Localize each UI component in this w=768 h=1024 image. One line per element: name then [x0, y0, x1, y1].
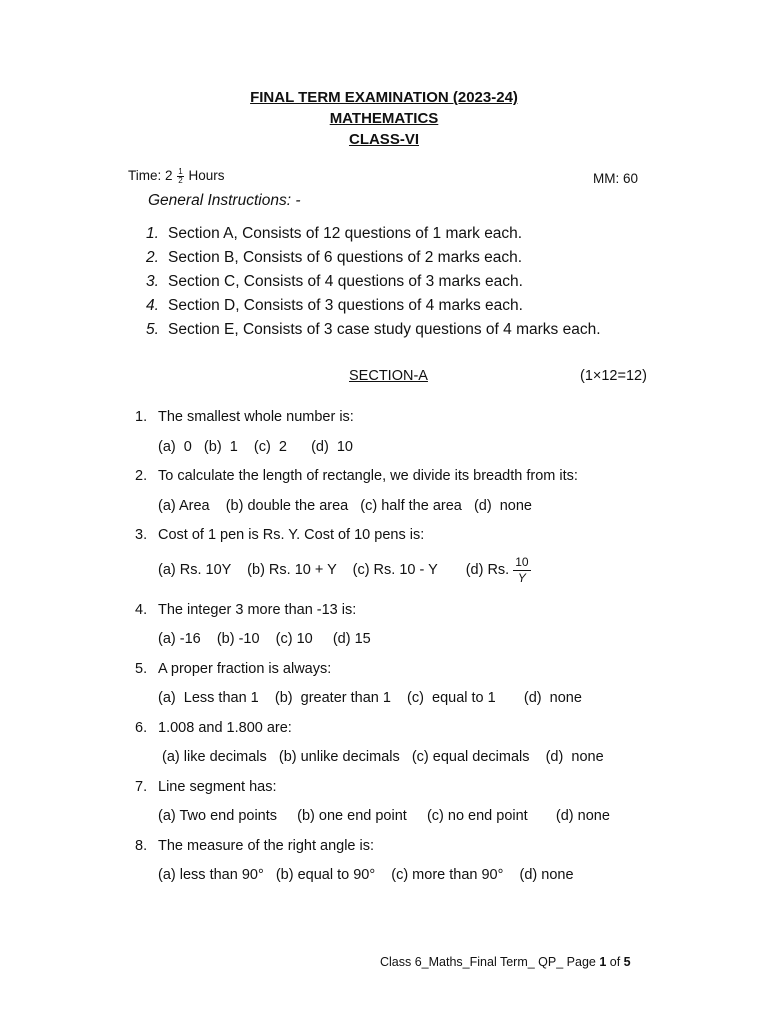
instruction-number: 1.: [146, 225, 159, 242]
question: [135, 468, 578, 484]
time-line: [128, 168, 225, 185]
question-text: To calculate the length of rectangle, we divide its breadth from its:: [158, 468, 578, 484]
frac-num: 10: [515, 555, 529, 569]
question-text: The smallest whole number is:: [158, 409, 354, 425]
question: [135, 602, 356, 618]
instruction-text: Section D, Consists of 3 questions of 4 marks each.: [168, 297, 523, 314]
time-fraction: [177, 168, 183, 185]
question-options: (a) Area (b) double the area (c) half the area (d) none: [158, 498, 532, 514]
question: [135, 409, 354, 425]
options-text: (a) Rs. 10Y (b) Rs. 10 + Y (c) Rs. 10 - Y (d) Rs.: [158, 562, 510, 579]
subject-title: MATHEMATICS: [329, 110, 439, 127]
instruction-item: [146, 321, 601, 339]
section-marks: (1×12=12): [580, 368, 647, 384]
question-text: 1.008 and 1.800 are:: [158, 720, 292, 736]
question-text: Line segment has:: [158, 779, 277, 795]
question: [135, 527, 424, 543]
frac-den: Y: [517, 570, 526, 585]
question-text: The integer 3 more than -13 is:: [158, 602, 357, 618]
question: [135, 838, 374, 854]
question-number: 6.: [135, 720, 148, 736]
class-title: CLASS-VI: [348, 131, 419, 148]
question-options: (a) like decimals (b) unlike decimals (c) equal decimals (d) none: [158, 749, 604, 765]
instruction-text: Section E, Consists of 3 case study questions of 4 marks each.: [168, 321, 601, 338]
exam-title: FINAL TERM EXAMINATION (2023-24): [250, 89, 518, 106]
question-number: 1.: [135, 409, 148, 425]
time-frac-num: 1: [178, 167, 183, 176]
question-number: 5.: [135, 661, 148, 677]
question-number: 7.: [135, 779, 148, 795]
page-footer: [380, 955, 631, 969]
question-options: (a) Two end points (b) one end point (c) no end point (d) none: [158, 808, 610, 824]
question-number: 3.: [135, 527, 148, 543]
time-prefix: Time: 2: [128, 168, 173, 184]
question-options: (a) -16 (b) -10 (c) 10 (d) 15: [158, 631, 371, 647]
instruction-item: [146, 225, 522, 243]
question-options: (a) less than 90° (b) equal to 90° (c) more than 90° (d) none: [158, 867, 574, 883]
footer-of: of: [606, 955, 624, 969]
question-options: [158, 556, 531, 584]
question: [135, 779, 277, 795]
instruction-item: [146, 273, 523, 291]
section-title: SECTION-A: [349, 368, 428, 384]
footer-page-total: 5: [623, 955, 631, 969]
instruction-text: Section B, Consists of 6 questions of 2 marks each.: [168, 249, 523, 266]
footer-prefix: Class 6_Maths_Final Term_ QP_ Page: [380, 955, 600, 969]
question: [135, 661, 331, 677]
time-frac-den: 2: [178, 176, 183, 185]
question-number: 8.: [135, 838, 148, 854]
max-marks: MM: 60: [593, 171, 639, 186]
question-options: (a) Less than 1 (b) greater than 1 (c) equal to 1 (d) none: [158, 690, 582, 706]
question-text: A proper fraction is always:: [158, 661, 332, 677]
question-options: (a) 0 (b) 1 (c) 2 (d) 10: [158, 439, 353, 455]
time-suffix: Hours: [188, 168, 225, 184]
question-text: Cost of 1 pen is Rs. Y. Cost of 10 pens is:: [158, 527, 425, 543]
fraction-10-over-y: [513, 556, 530, 584]
instruction-item: [146, 297, 523, 315]
instruction-number: 4.: [146, 297, 159, 314]
instruction-number: 2.: [146, 249, 159, 266]
question: [135, 720, 292, 736]
instruction-number: 5.: [146, 321, 159, 338]
instruction-item: [146, 249, 522, 267]
question-text: The measure of the right angle is:: [158, 838, 375, 854]
instruction-text: Section C, Consists of 4 questions of 3 marks each.: [168, 273, 523, 290]
question-number: 4.: [135, 602, 148, 618]
instruction-text: Section A, Consists of 12 questions of 1 mark each.: [168, 225, 523, 242]
instructions-heading: General Instructions: -: [148, 192, 301, 209]
instruction-number: 3.: [146, 273, 159, 290]
question-number: 2.: [135, 468, 148, 484]
footer-page-number: 1: [599, 955, 607, 969]
